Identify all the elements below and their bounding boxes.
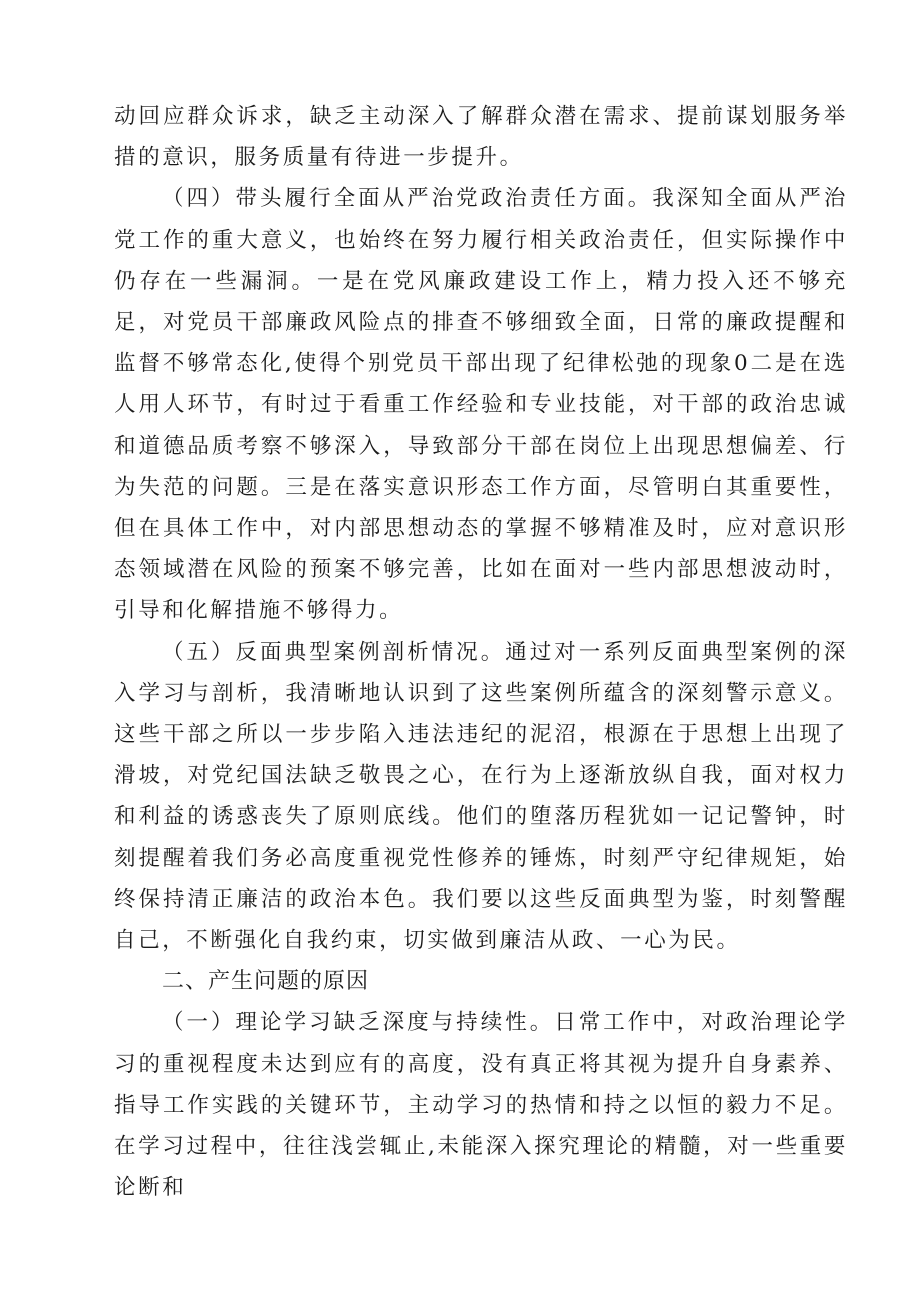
paragraph-party-discipline-responsibility: （四）带头履行全面从严治党政治责任方面。我深知全面从严治党工作的重大意义，也始终在努力履行相关政治责任，但实际操作中仍存在一些漏洞。一是在党风廉政建设工作上，精力投入还不够充足，对党员干部廉政风险点的排查不够细致全面，日常的廉政提醒和监督不够常态化,使得个别党员干部出现了纪律松弛的现象0二是在选人用人环节，有时过于看重工作经验和专业技能，对干部的政治忠诚和道德品质考察不够深入，导致部分干部在岗位上出现思想偏差、行为失范的问题。三是在落实意识形态工作方面，尽管明白其重要性，但在具体工作中，对内部思想动态的掌握不够精准及时，应对意识形态领域潜在风险的预案不够完善，比如在面对一些内部思想波动时，引导和化解措施不够得力。 <box>114 186 848 624</box>
paragraph-negative-case-analysis: （五）反面典型案例剖析情况。通过对一系列反面典型案例的深入学习与剖析，我清晰地认识到了这些案例所蕴含的深刻警示意义。这些干部之所以一步步陷入违法违纪的泥沼，根源在于思想上出现了滑坡，对党纪国法缺乏敬畏之心，在行为上逐渐放纵自我，面对权力和利益的诱惑丧失了原则底线。他们的堕落历程犹如一记记警钟，时刻提醒着我们务必高度重视党性修养的锤炼，时刻严守纪律规矩，始终保持清正廉洁的政治本色。我们要以这些反面典型为鉴，时刻警醒自己，不断强化自我约束，切实做到廉洁从政、一心为民。 <box>114 639 848 954</box>
paragraph-continuation: 动回应群众诉求，缺乏主动深入了解群众潜在需求、提前谋划服务举措的意识，服务质量有待进一步提升。 <box>114 104 848 171</box>
section-heading-causes: 二、产生问题的原因 <box>162 969 370 995</box>
paragraph-theory-study: （一）理论学习缺乏深度与持续性。日常工作中，对政治理论学习的重视程度未达到应有的高度，没有真正将其视为提升自身素养、指导工作实践的关键环节，主动学习的热情和持之以恒的毅力不足。在学习过程中，往往浅尝辄止,未能深入探究理论的精髓，对一些重要论断和 <box>114 1010 848 1201</box>
document-body <box>114 96 848 1208</box>
